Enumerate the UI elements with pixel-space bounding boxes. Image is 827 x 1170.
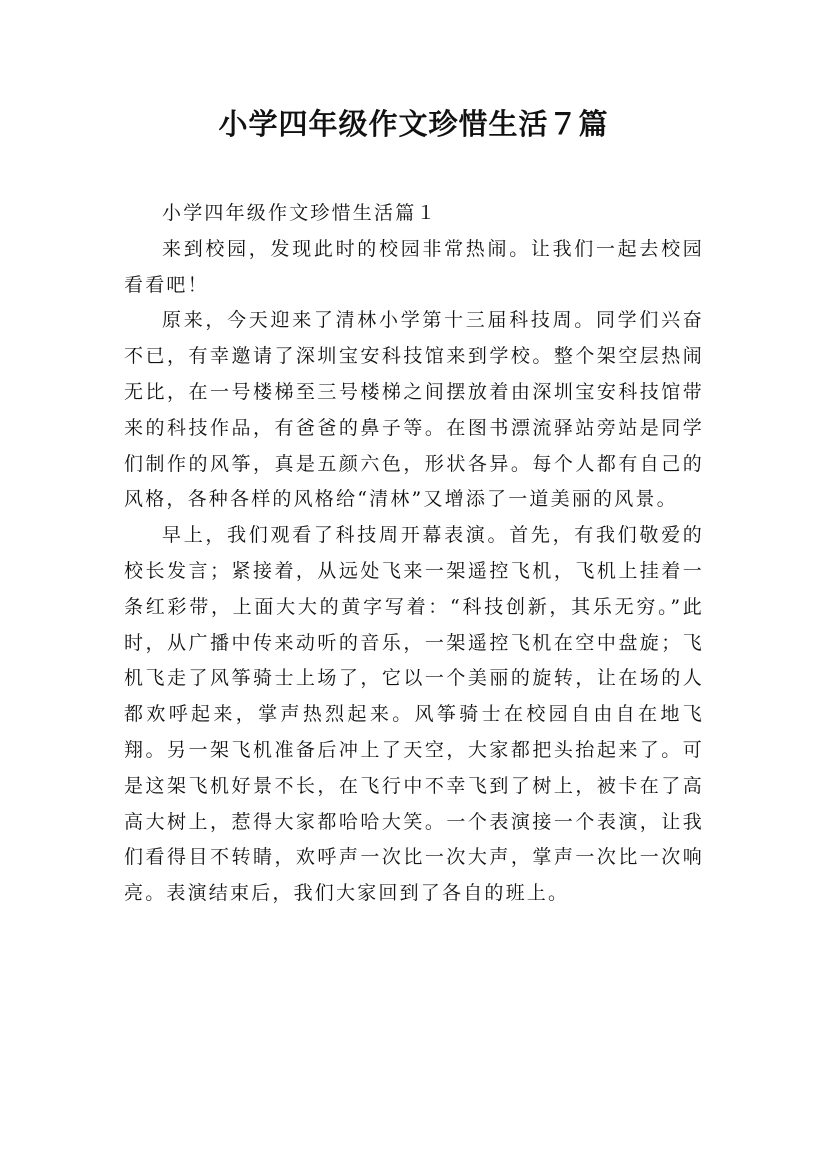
- document-title: 小学四年级作文珍惜生活７篇: [218, 107, 609, 141]
- paragraph: 来到校园，发现此时的校园非常热闹。让我们一起去校园看看吧！: [124, 237, 704, 296]
- paragraph: 原来，今天迎来了清林小学第十三届科技周。同学们兴奋不已，有幸邀请了深圳宝安科技馆来到学校。整个架空层热闹无比，在一号楼梯至三号楼梯之间摆放着由深圳宝安科技馆带来的科技作品，有爸爸的鼻子等。在图书漂流驿站旁站是同学们制作的风筝，真是五颜六色，形状各异。每个人都有自己的风格，各种各样的风格给“清林”又增添了一道美丽的风景。: [124, 309, 704, 511]
- section-heading: 小学四年级作文珍惜生活篇１: [162, 202, 438, 224]
- document-body: [124, 196, 704, 912]
- paragraph: 早上，我们观看了科技周开幕表演。首先，有我们敬爱的校长发言；紧接着，从远处飞来一架遥控飞机，飞机上挂着一条红彩带，上面大大的黄字写着：“科技创新，其乐无穷。”此时，从广播中传来动听的音乐，一架遥控飞机在空中盘旋；飞机飞走了风筝骑士上场了，它以一个美丽的旋转，让在场的人都欢呼起来，掌声热烈起来。风筝骑士在校园自由自在地飞翔。另一架飞机准备后冲上了天空，大家都把头抬起来了。可是这架飞机好景不长，在飞行中不幸飞到了树上，被卡在了高高大树上，惹得大家都哈哈大笑。一个表演接一个表演，让我们看得目不转睛，欢呼声一次比一次大声，掌声一次比一次响亮。表演结束后，我们大家回到了各自的班上。: [124, 524, 704, 905]
